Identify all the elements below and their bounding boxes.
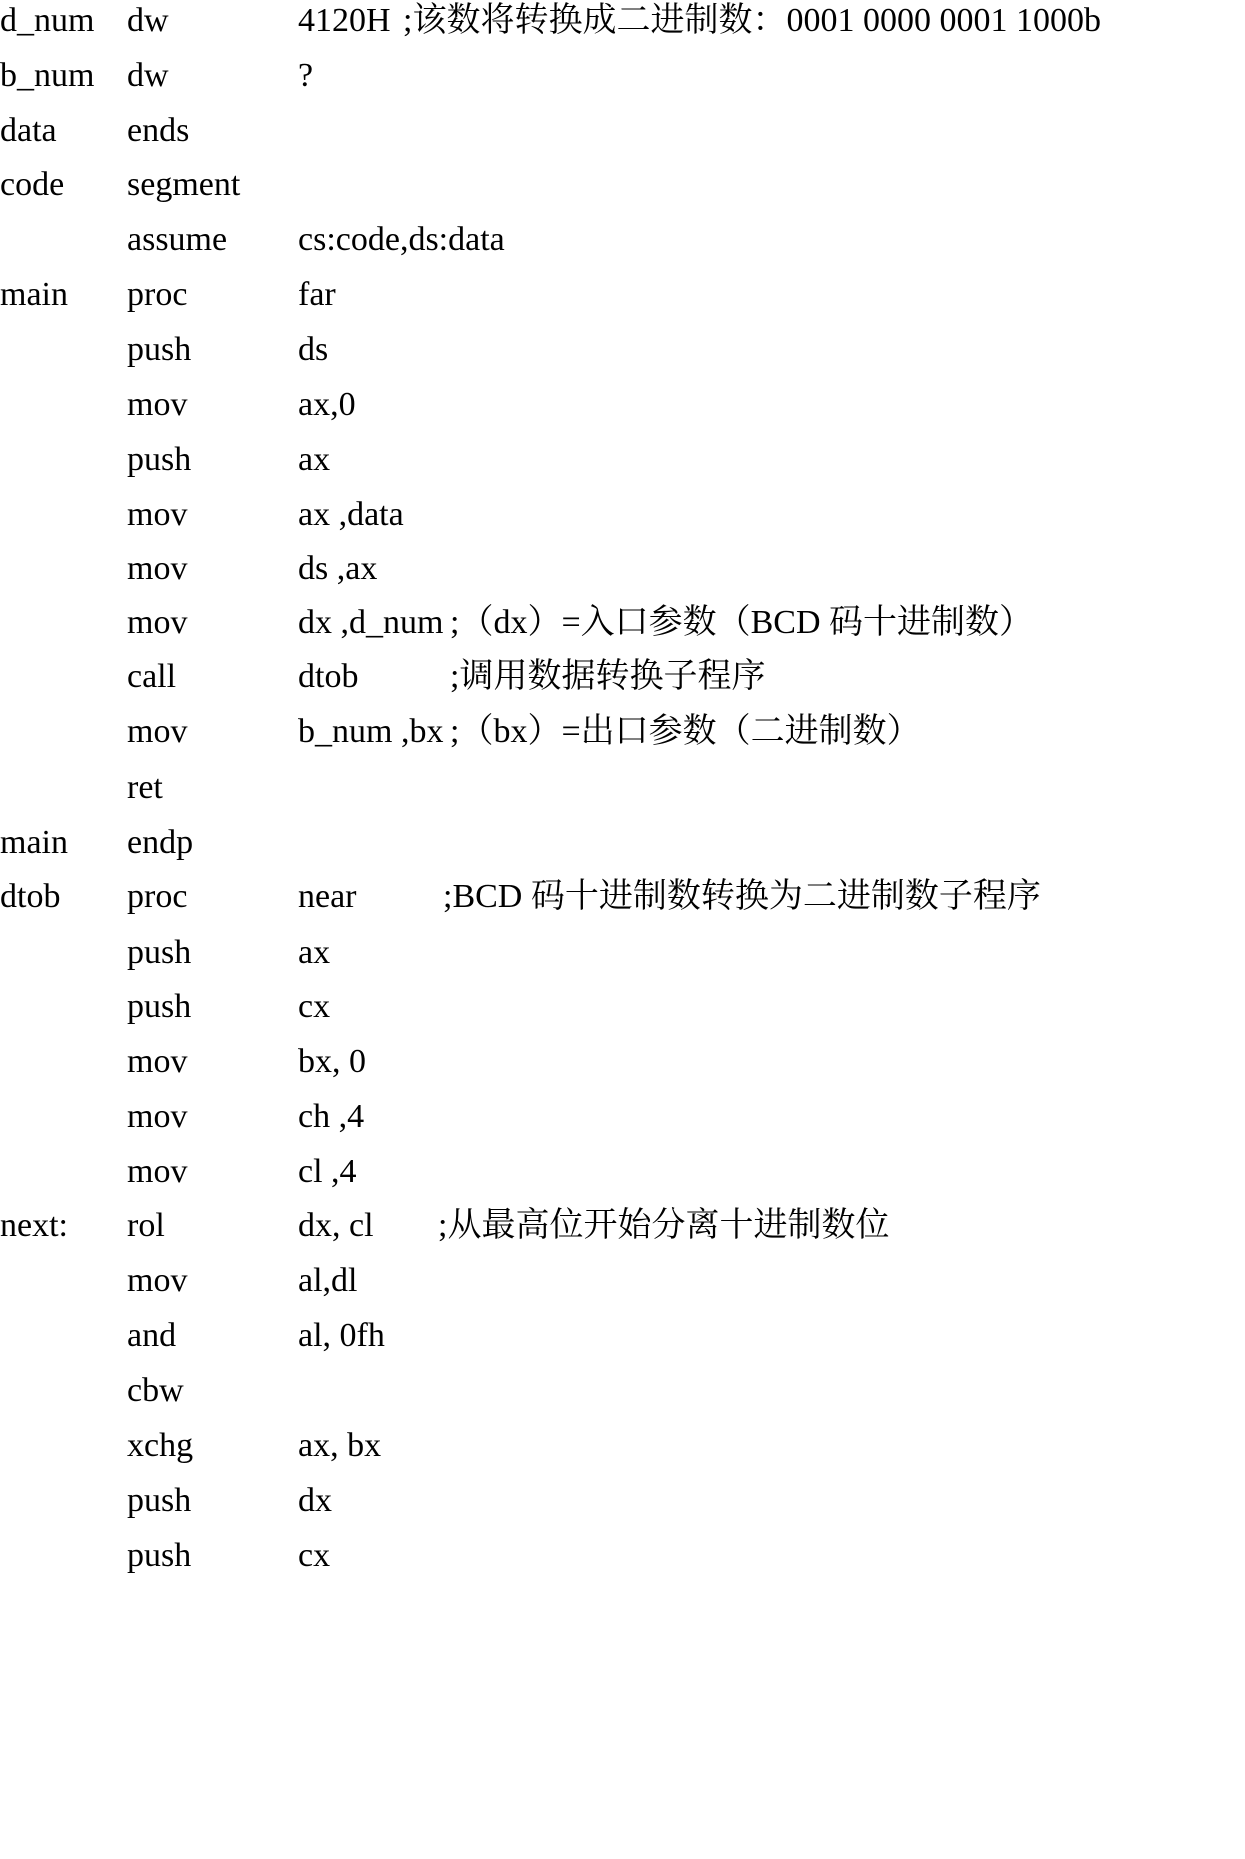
code-operand: al,dl: [298, 1262, 358, 1299]
code-operand: dtob: [298, 658, 359, 695]
code-mnemonic: push: [127, 331, 192, 368]
code-mnemonic: mov: [127, 604, 188, 641]
code-mnemonic: ret: [127, 769, 163, 806]
code-operand: ds ,ax: [298, 550, 378, 587]
code-operand: ax ,data: [298, 496, 404, 533]
code-mnemonic: segment: [127, 166, 241, 203]
code-mnemonic: push: [127, 988, 192, 1025]
code-comment: ;（bx）=出口参数（二进制数）: [450, 713, 921, 750]
code-operand: ?: [298, 57, 314, 94]
code-operand: cx: [298, 988, 331, 1025]
code-operand: ax: [298, 934, 331, 971]
code-operand: ax,0: [298, 386, 356, 423]
code-operand: far: [298, 276, 336, 313]
code-operand: b_num ,bx: [298, 713, 444, 750]
code-mnemonic: mov: [127, 1262, 188, 1299]
code-mnemonic: mov: [127, 386, 188, 423]
code-mnemonic: dw: [127, 2, 169, 39]
code-operand: al, 0fh: [298, 1317, 385, 1354]
code-mnemonic: push: [127, 441, 192, 478]
code-label: main: [0, 824, 68, 861]
code-mnemonic: mov: [127, 496, 188, 533]
code-label: dtob: [0, 878, 61, 915]
code-operand: dx: [298, 1482, 332, 1519]
code-operand: cs:code,ds:data: [298, 221, 505, 258]
code-label: code: [0, 166, 65, 203]
code-mnemonic: assume: [127, 221, 228, 258]
code-mnemonic: dw: [127, 57, 169, 94]
code-comment: ;该数将转换成二进制数：0001 0000 0001 1000b: [403, 2, 1101, 39]
code-mnemonic: and: [127, 1317, 177, 1354]
code-operand: bx, 0: [298, 1043, 366, 1080]
code-mnemonic: mov: [127, 1043, 188, 1080]
code-operand: cl ,4: [298, 1153, 357, 1190]
code-label: main: [0, 276, 68, 313]
code-mnemonic: xchg: [127, 1427, 194, 1464]
code-mnemonic: proc: [127, 878, 188, 915]
code-mnemonic: push: [127, 1537, 192, 1574]
code-mnemonic: mov: [127, 713, 188, 750]
code-operand: ax, bx: [298, 1427, 382, 1464]
code-mnemonic: rol: [127, 1207, 165, 1244]
code-operand: dx ,d_num: [298, 604, 444, 641]
code-comment: ;（dx）=入口参数（BCD 码十进制数）: [450, 604, 1034, 641]
code-label: data: [0, 112, 57, 149]
code-label: d_num: [0, 2, 95, 39]
code-mnemonic: call: [127, 658, 177, 695]
code-operand: dx, cl: [298, 1207, 374, 1244]
code-line: [0, 1535, 1245, 1600]
code-mnemonic: mov: [127, 1153, 188, 1190]
code-operand: near: [298, 878, 357, 915]
code-operand: ax: [298, 441, 331, 478]
code-comment: ;调用数据转换子程序: [450, 658, 766, 695]
code-mnemonic: push: [127, 934, 192, 971]
code-mnemonic: push: [127, 1482, 192, 1519]
code-operand: ds: [298, 331, 329, 368]
code-label: next:: [0, 1207, 68, 1244]
code-mnemonic: mov: [127, 1098, 188, 1135]
code-mnemonic: ends: [127, 112, 190, 149]
code-mnemonic: mov: [127, 550, 188, 587]
code-operand: cx: [298, 1537, 331, 1574]
code-operand: ch ,4: [298, 1098, 365, 1135]
code-label: b_num: [0, 57, 95, 94]
code-mnemonic: endp: [127, 824, 194, 861]
code-operand: 4120H: [298, 2, 391, 39]
code-comment: ;BCD 码十进制数转换为二进制数子程序: [443, 878, 1041, 915]
code-mnemonic: cbw: [127, 1372, 184, 1409]
code-comment: ;从最高位开始分离十进制数位: [438, 1207, 890, 1244]
code-mnemonic: proc: [127, 276, 188, 313]
